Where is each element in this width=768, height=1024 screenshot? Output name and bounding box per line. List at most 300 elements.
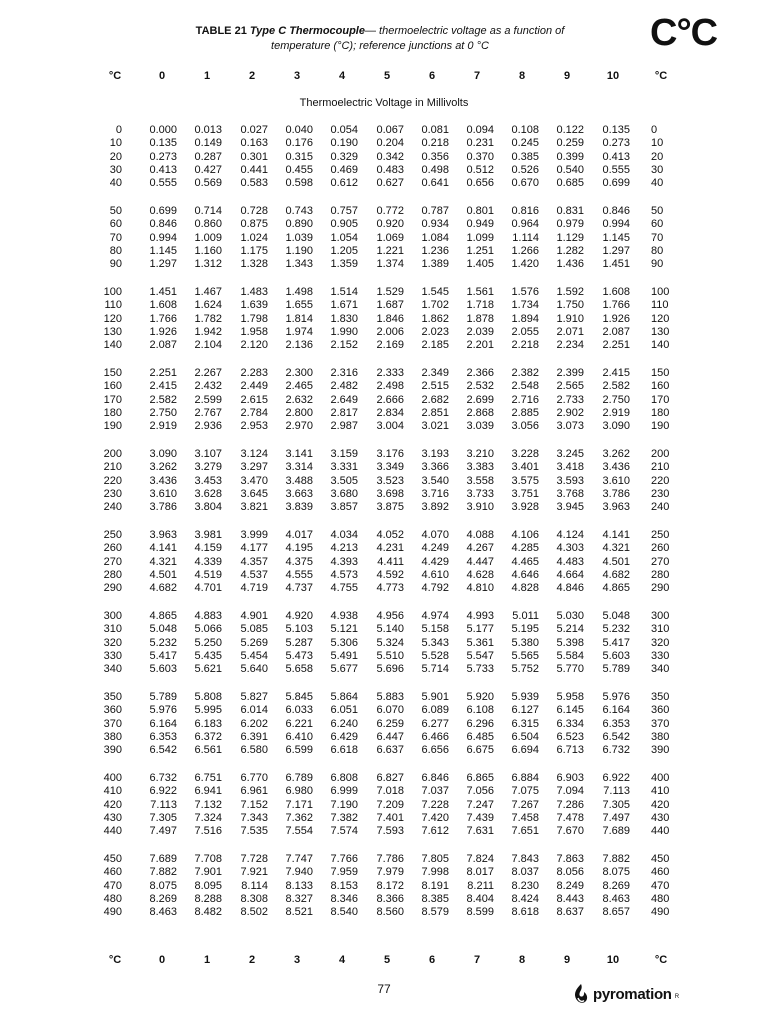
table-row <box>0 177 768 190</box>
voltage-cell: 2.482 <box>330 380 358 393</box>
temperature-label: 140 <box>651 339 670 352</box>
voltage-cell: 7.018 <box>376 785 404 798</box>
temperature-label: 260 <box>103 542 122 555</box>
voltage-cell: 1.576 <box>511 286 539 298</box>
temperature-label: 460 <box>651 866 670 879</box>
voltage-cell: 7.247 <box>466 798 494 811</box>
voltage-cell: 6.183 <box>194 717 222 730</box>
temperature-label: 160 <box>651 380 670 393</box>
voltage-cell: 0.699 <box>602 177 630 190</box>
voltage-cell: 0.979 <box>556 218 584 231</box>
voltage-cell: 4.447 <box>466 555 494 568</box>
voltage-cell: 2.953 <box>240 420 268 433</box>
voltage-cell: 0.860 <box>194 218 222 231</box>
voltage-cell: 4.792 <box>421 582 449 595</box>
voltage-cell: 7.228 <box>421 798 449 811</box>
voltage-cell: 7.786 <box>376 853 404 865</box>
voltage-cell: 4.159 <box>194 542 222 555</box>
voltage-cell: 2.851 <box>421 406 449 419</box>
voltage-cell: 2.465 <box>285 380 313 393</box>
voltage-cell: 0.699 <box>149 205 177 217</box>
voltage-cell: 3.488 <box>285 474 313 487</box>
voltage-cell: 7.882 <box>149 866 177 879</box>
temperature-label: 310 <box>103 623 122 636</box>
voltage-cell: 5.939 <box>511 691 539 703</box>
voltage-cell: 7.305 <box>602 798 630 811</box>
voltage-cell: 1.483 <box>240 286 268 298</box>
voltage-cell: 8.482 <box>194 906 222 919</box>
voltage-cell: 6.865 <box>466 772 494 784</box>
voltage-cell: 7.075 <box>511 785 539 798</box>
column-header: 1 <box>203 70 211 82</box>
voltage-cell: 2.399 <box>556 367 584 379</box>
voltage-cell: 0.905 <box>330 218 358 231</box>
voltage-cell: 2.120 <box>240 339 268 352</box>
temperature-label: 210 <box>651 461 670 474</box>
voltage-cell: 3.262 <box>602 448 630 460</box>
voltage-cell: 8.579 <box>421 906 449 919</box>
column-header: °C <box>654 954 668 966</box>
voltage-cell: 0.163 <box>240 137 268 150</box>
voltage-cell: 1.343 <box>285 258 313 271</box>
temperature-label: 400 <box>651 772 670 784</box>
voltage-cell: 6.922 <box>149 785 177 798</box>
voltage-cell: 5.287 <box>285 636 313 649</box>
voltage-cell: 2.006 <box>376 325 404 338</box>
table-row <box>0 772 768 785</box>
voltage-cell: 5.454 <box>240 649 268 662</box>
voltage-cell: 0.656 <box>466 177 494 190</box>
table-row <box>0 461 768 474</box>
voltage-cell: 4.993 <box>466 610 494 622</box>
thermocouple-type: Type C Thermocouple <box>249 25 365 37</box>
table-row <box>0 785 768 798</box>
temperature-label: 40 <box>651 177 664 190</box>
voltage-cell: 5.380 <box>511 636 539 649</box>
voltage-cell: 5.048 <box>149 623 177 636</box>
voltage-cell: 4.321 <box>602 542 630 555</box>
temperature-label: 60 <box>651 218 664 231</box>
voltage-cell: 0.259 <box>556 137 584 150</box>
voltage-cell: 5.621 <box>194 663 222 676</box>
voltage-cell: 3.056 <box>511 420 539 433</box>
flame-icon <box>572 983 590 1005</box>
voltage-cell: 6.391 <box>240 730 268 743</box>
voltage-cell: 8.424 <box>511 892 539 905</box>
voltage-cell: 1.830 <box>330 312 358 325</box>
voltage-cell: 0.994 <box>149 231 177 244</box>
temperature-label: 30 <box>109 163 122 176</box>
voltage-cell: 8.095 <box>194 879 222 892</box>
table-row <box>0 866 768 879</box>
row-group <box>0 367 768 448</box>
temperature-label: 110 <box>651 299 669 312</box>
temperature-label: 430 <box>103 811 122 824</box>
temperature-label: 230 <box>651 487 670 500</box>
voltage-cell: 8.463 <box>602 892 630 905</box>
voltage-cell: 6.070 <box>376 704 404 717</box>
voltage-cell: 4.664 <box>556 568 584 581</box>
voltage-cell: 0.231 <box>466 137 494 150</box>
voltage-cell: 2.251 <box>602 339 630 352</box>
row-group <box>0 691 768 772</box>
table-row <box>0 731 768 744</box>
voltage-cell: 6.618 <box>330 744 358 757</box>
voltage-cell: 6.922 <box>602 772 630 784</box>
voltage-cell: 0.081 <box>421 124 449 136</box>
voltage-cell: 6.221 <box>285 717 313 730</box>
voltage-cell: 3.523 <box>376 474 404 487</box>
voltage-cell: 8.366 <box>376 892 404 905</box>
voltage-cell: 8.269 <box>602 879 630 892</box>
voltage-cell: 4.231 <box>376 542 404 555</box>
column-header: 1 <box>203 954 211 966</box>
voltage-cell: 4.865 <box>602 582 630 595</box>
voltage-cell: 0.627 <box>376 177 404 190</box>
column-header-row-bottom <box>0 954 768 970</box>
voltage-cell: 0.094 <box>466 124 494 136</box>
voltage-cell: 3.963 <box>149 529 177 541</box>
voltage-cell: 7.766 <box>330 853 358 865</box>
voltage-cell: 6.980 <box>285 785 313 798</box>
voltage-cell: 0.670 <box>511 177 539 190</box>
temperature-label: 180 <box>103 406 122 419</box>
voltage-cell: 4.249 <box>421 542 449 555</box>
voltage-cell: 8.114 <box>241 879 268 892</box>
voltage-cell: 1.467 <box>194 286 222 298</box>
voltage-cell: 4.592 <box>376 568 404 581</box>
column-header: 9 <box>563 70 571 82</box>
voltage-cell: 0.526 <box>511 163 539 176</box>
voltage-cell: 8.618 <box>511 906 539 919</box>
voltage-cell: 1.798 <box>240 312 268 325</box>
voltage-cell: 8.172 <box>376 879 404 892</box>
column-header: 6 <box>428 70 436 82</box>
temperature-label: 210 <box>103 461 122 474</box>
voltage-cell: 4.141 <box>602 529 630 541</box>
voltage-cell: 5.733 <box>466 663 494 676</box>
table-title <box>180 24 580 54</box>
temperature-label: 320 <box>103 636 122 649</box>
voltage-cell: 3.262 <box>149 461 177 474</box>
voltage-cell: 3.470 <box>240 474 268 487</box>
voltage-cell: 0.413 <box>149 163 177 176</box>
voltage-cell: 2.582 <box>149 393 177 406</box>
voltage-cell: 2.449 <box>240 380 268 393</box>
voltage-cell: 0.714 <box>194 205 222 217</box>
voltage-cell: 3.090 <box>602 420 630 433</box>
voltage-cell: 1.687 <box>376 299 404 312</box>
temperature-label: 390 <box>651 744 670 757</box>
voltage-cell: 0.108 <box>511 124 539 136</box>
voltage-cell: 8.560 <box>376 906 404 919</box>
voltage-cell: 3.453 <box>194 474 222 487</box>
voltage-cell: 4.920 <box>285 610 313 622</box>
voltage-cell: 6.961 <box>240 785 268 798</box>
voltage-cell: 3.981 <box>194 529 222 541</box>
voltage-cell: 0.846 <box>602 205 630 217</box>
voltage-cell: 2.169 <box>376 339 404 352</box>
voltage-cell: 1.405 <box>466 258 494 271</box>
table-row <box>0 906 768 919</box>
voltage-cell: 3.733 <box>466 487 494 500</box>
voltage-cell: 3.021 <box>421 420 449 433</box>
voltage-cell: 4.519 <box>194 568 222 581</box>
temperature-label: 470 <box>651 879 670 892</box>
voltage-cell: 0.875 <box>240 218 268 231</box>
table-row <box>0 339 768 352</box>
voltage-cell: 1.974 <box>285 325 313 338</box>
table-row <box>0 718 768 731</box>
voltage-cell: 5.343 <box>421 636 449 649</box>
temperature-label: 90 <box>109 258 122 271</box>
voltage-cell: 0.315 <box>285 150 313 163</box>
voltage-cell: 7.882 <box>602 853 630 865</box>
voltage-table <box>0 124 768 934</box>
voltage-cell: 8.346 <box>330 892 358 905</box>
temperature-label: 150 <box>103 367 122 379</box>
table-row <box>0 245 768 258</box>
voltage-cell: 1.671 <box>330 299 358 312</box>
voltage-cell: 1.514 <box>330 286 358 298</box>
voltage-cell: 1.420 <box>511 258 539 271</box>
voltage-cell: 4.865 <box>149 610 177 622</box>
voltage-cell: 0.964 <box>511 218 539 231</box>
voltage-cell: 6.827 <box>376 772 404 784</box>
temperature-label: 440 <box>651 825 670 838</box>
temperature-label: 410 <box>651 785 670 798</box>
voltage-cell: 7.998 <box>421 866 449 879</box>
table-row <box>0 650 768 663</box>
table-row <box>0 542 768 555</box>
voltage-cell: 0.801 <box>466 205 494 217</box>
voltage-cell: 2.023 <box>421 325 449 338</box>
voltage-cell: 6.466 <box>421 730 449 743</box>
temperature-label: 200 <box>651 448 670 460</box>
column-header: 10 <box>606 954 620 966</box>
voltage-cell: 0.027 <box>240 124 268 136</box>
voltage-cell: 6.599 <box>285 744 313 757</box>
voltage-cell: 0.455 <box>285 163 313 176</box>
voltage-cell: 0.483 <box>376 163 404 176</box>
voltage-cell: 3.039 <box>466 420 494 433</box>
voltage-cell: 2.218 <box>511 339 539 352</box>
voltage-cell: 0.135 <box>149 137 177 150</box>
voltage-cell: 1.878 <box>466 312 494 325</box>
voltage-cell: 6.145 <box>556 704 584 717</box>
voltage-cell: 5.958 <box>556 691 584 703</box>
voltage-cell: 3.141 <box>285 448 313 460</box>
row-group <box>0 205 768 286</box>
voltage-cell: 7.497 <box>149 825 177 838</box>
voltage-cell: 4.017 <box>285 529 313 541</box>
table-row <box>0 880 768 893</box>
voltage-cell: 7.458 <box>511 811 539 824</box>
column-header: 0 <box>158 954 166 966</box>
temperature-label: 430 <box>651 811 670 824</box>
voltage-cell: 6.410 <box>285 730 313 743</box>
voltage-cell: 1.099 <box>466 231 494 244</box>
row-group <box>0 853 768 934</box>
voltage-cell: 3.910 <box>466 501 494 514</box>
voltage-cell: 3.786 <box>602 487 630 500</box>
table-row <box>0 420 768 433</box>
voltage-cell: 7.535 <box>240 825 268 838</box>
voltage-cell: 7.747 <box>285 853 313 865</box>
voltage-cell: 6.846 <box>421 772 449 784</box>
voltage-cell: 8.017 <box>466 866 494 879</box>
voltage-cell: 3.999 <box>240 529 268 541</box>
voltage-cell: 0.555 <box>602 163 630 176</box>
temperature-label: 490 <box>651 906 670 919</box>
voltage-cell: 5.845 <box>285 691 313 703</box>
temperature-label: 240 <box>103 501 122 514</box>
voltage-cell: 4.646 <box>511 568 539 581</box>
row-group <box>0 772 768 853</box>
voltage-cell: 1.624 <box>194 299 222 312</box>
voltage-cell: 1.129 <box>556 231 584 244</box>
voltage-cell: 1.145 <box>149 244 177 257</box>
voltage-cell: 4.537 <box>240 568 268 581</box>
voltage-cell: 5.789 <box>602 663 630 676</box>
voltage-cell: 6.164 <box>149 717 177 730</box>
voltage-cell: 2.599 <box>194 393 222 406</box>
voltage-cell: 3.436 <box>149 474 177 487</box>
column-header: 7 <box>473 954 481 966</box>
voltage-cell: 2.682 <box>421 393 449 406</box>
voltage-cell: 3.875 <box>376 501 404 514</box>
table-row <box>0 825 768 838</box>
voltage-cell: 3.176 <box>376 448 404 460</box>
voltage-cell: 0.149 <box>194 137 222 150</box>
voltage-cell: 3.090 <box>149 448 177 460</box>
voltage-cell: 0.890 <box>285 218 313 231</box>
voltage-cell: 3.610 <box>149 487 177 500</box>
voltage-cell: 5.306 <box>330 636 358 649</box>
voltage-cell: 5.232 <box>602 623 630 636</box>
table-row <box>0 380 768 393</box>
voltage-cell: 1.389 <box>421 258 449 271</box>
voltage-cell: 2.104 <box>194 339 222 352</box>
voltage-cell: 2.666 <box>376 393 404 406</box>
voltage-cell: 4.974 <box>421 610 449 622</box>
voltage-cell: 0.934 <box>421 218 449 231</box>
voltage-cell: 4.573 <box>330 568 358 581</box>
voltage-cell: 0.190 <box>330 137 358 150</box>
table-row <box>0 258 768 271</box>
temperature-label: 250 <box>103 529 122 541</box>
voltage-cell: 3.418 <box>556 461 584 474</box>
voltage-cell: 6.202 <box>240 717 268 730</box>
voltage-cell: 1.436 <box>556 258 584 271</box>
voltage-cell: 5.121 <box>330 623 358 636</box>
voltage-cell: 0.122 <box>556 124 584 136</box>
voltage-cell: 3.383 <box>466 461 494 474</box>
voltage-cell: 0.301 <box>240 150 268 163</box>
column-header: 8 <box>518 70 526 82</box>
table-row <box>0 812 768 825</box>
voltage-cell: 6.033 <box>285 704 313 717</box>
voltage-cell: 1.282 <box>556 244 584 257</box>
voltage-cell: 6.315 <box>511 717 539 730</box>
voltage-cell: 8.637 <box>556 906 584 919</box>
voltage-cell: 6.637 <box>376 744 404 757</box>
table-row <box>0 663 768 676</box>
voltage-cell: 2.415 <box>602 367 630 379</box>
voltage-cell: 2.515 <box>421 380 449 393</box>
voltage-cell: 2.784 <box>240 406 268 419</box>
voltage-cell: 3.505 <box>330 474 358 487</box>
voltage-cell: 7.863 <box>556 853 584 865</box>
temperature-label: 220 <box>103 474 122 487</box>
voltage-cell: 2.919 <box>149 420 177 433</box>
voltage-cell: 5.195 <box>511 623 539 636</box>
voltage-cell: 7.478 <box>556 811 584 824</box>
voltage-cell: 0.273 <box>602 137 630 150</box>
temperature-label: 390 <box>103 744 122 757</box>
temperature-label: 140 <box>103 339 122 352</box>
voltage-cell: 6.903 <box>556 772 584 784</box>
voltage-cell: 0.641 <box>421 177 449 190</box>
voltage-cell: 4.610 <box>421 568 449 581</box>
voltage-cell: 6.277 <box>421 717 449 730</box>
temperature-label: 350 <box>651 691 670 703</box>
voltage-cell: 1.145 <box>602 231 630 244</box>
table-row <box>0 691 768 704</box>
table-row <box>0 569 768 582</box>
voltage-cell: 3.945 <box>556 501 584 514</box>
temperature-label: 280 <box>103 568 122 581</box>
voltage-cell: 1.205 <box>330 244 358 257</box>
title-dash: — <box>364 25 376 37</box>
voltage-cell: 0.816 <box>511 205 539 217</box>
temperature-label: 100 <box>103 286 122 298</box>
voltage-cell: 0.427 <box>194 163 222 176</box>
row-group <box>0 124 768 205</box>
voltage-cell: 1.160 <box>194 244 222 257</box>
voltage-cell: 0.013 <box>194 124 222 136</box>
voltage-cell: 4.375 <box>285 555 313 568</box>
voltage-cell: 4.938 <box>330 610 358 622</box>
temperature-label: 180 <box>651 406 670 419</box>
voltage-cell: 3.839 <box>285 501 313 514</box>
voltage-cell: 0.685 <box>556 177 584 190</box>
column-header: 3 <box>293 954 301 966</box>
voltage-cell: 0.512 <box>466 163 494 176</box>
voltage-cell: 1.297 <box>149 258 177 271</box>
voltage-cell: 6.108 <box>466 704 494 717</box>
voltage-cell: 6.429 <box>330 730 358 743</box>
voltage-cell: 6.732 <box>149 772 177 784</box>
voltage-cell: 6.259 <box>376 717 404 730</box>
voltage-cell: 2.316 <box>330 367 358 379</box>
voltage-cell: 1.221 <box>376 244 404 257</box>
voltage-cell: 0.498 <box>421 163 449 176</box>
voltage-cell: 4.321 <box>149 555 177 568</box>
voltage-cell: 3.716 <box>421 487 449 500</box>
table-row <box>0 582 768 595</box>
temperature-label: 490 <box>103 906 122 919</box>
temperature-label: 70 <box>109 231 122 244</box>
voltage-cell: 5.901 <box>421 691 449 703</box>
voltage-cell: 1.529 <box>376 286 404 298</box>
voltage-cell: 3.366 <box>421 461 449 474</box>
voltage-cell: 3.593 <box>556 474 584 487</box>
voltage-cell: 3.928 <box>511 501 539 514</box>
voltage-cell: 8.211 <box>467 879 494 892</box>
voltage-cell: 2.300 <box>285 367 313 379</box>
voltage-cell: 7.286 <box>556 798 584 811</box>
